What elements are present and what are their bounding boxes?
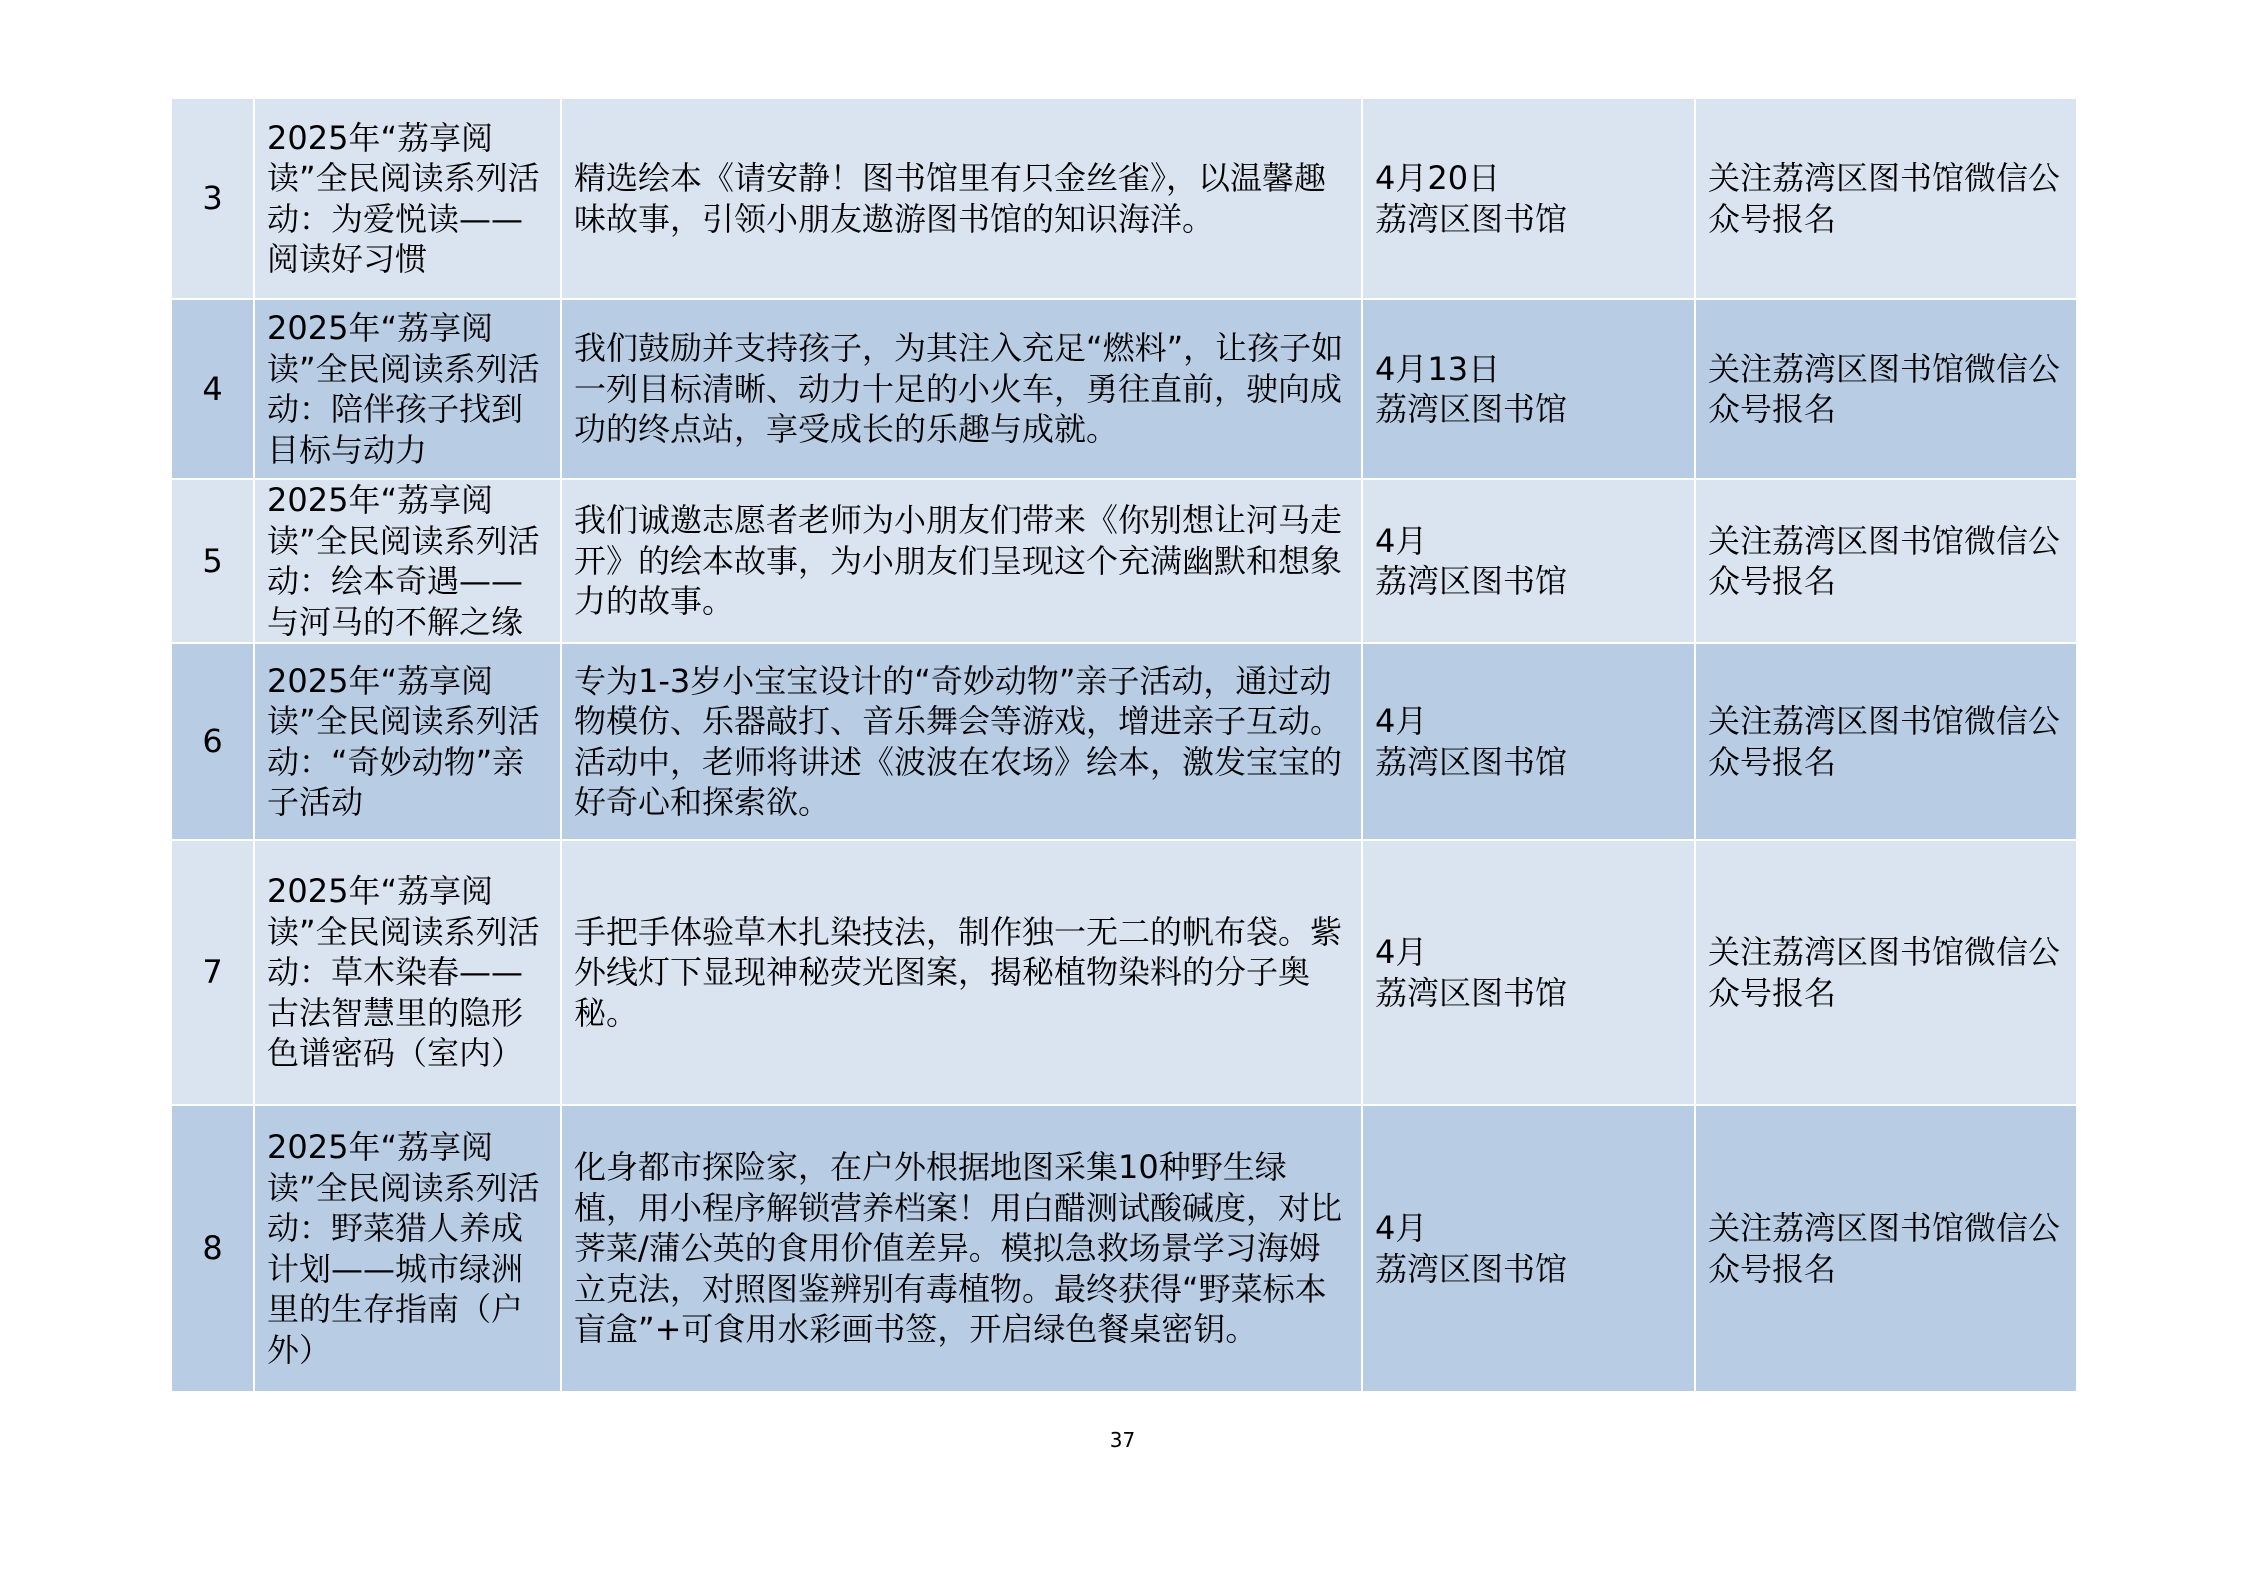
event-venue: 荔湾区图书馆	[1375, 562, 1568, 600]
event-date: 4月	[1375, 521, 1428, 560]
table-row	[171, 98, 2077, 299]
table-row	[171, 1105, 2077, 1392]
event-time-venue	[1362, 479, 1695, 643]
event-venue: 荔湾区图书馆	[1375, 1249, 1568, 1288]
event-content: 我们鼓励并支持孩子，为其注入充足“燃料”，让孩子如一列目标清晰、动力十足的小火车，勇往直前，驶向成功的终点站，享受成长的乐趣与成就。	[561, 299, 1362, 479]
table-row	[171, 840, 2077, 1105]
row-number: 6	[171, 643, 254, 840]
event-date: 4月20日	[1375, 159, 1501, 197]
event-venue: 荔湾区图书馆	[1375, 973, 1568, 1012]
row-number: 4	[171, 299, 254, 479]
row-number: 3	[171, 98, 254, 299]
event-content: 手把手体验草木扎染技法，制作独一无二的帆布袋。紫外线灯下显现神秘荧光图案，揭秘植物染料的分子奥秘。	[561, 840, 1362, 1105]
event-date: 4月	[1375, 702, 1428, 740]
event-signup: 关注荔湾区图书馆微信公众号报名	[1695, 98, 2077, 299]
row-number: 8	[171, 1105, 254, 1392]
event-signup: 关注荔湾区图书馆微信公众号报名	[1695, 479, 2077, 643]
event-date: 4月	[1375, 933, 1428, 971]
event-time-venue	[1362, 1105, 1695, 1392]
event-content: 精选绘本《请安静！图书馆里有只金丝雀》，以温馨趣味故事，引领小朋友遨游图书馆的知识海洋。	[561, 98, 1362, 299]
event-title: 2025年“荔享阅读”全民阅读系列活动：草木染春——古法智慧里的隐形色谱密码（室内）	[254, 840, 561, 1105]
event-date: 4月	[1375, 1209, 1428, 1247]
event-title: 2025年“荔享阅读”全民阅读系列活动：绘本奇遇——与河马的不解之缘	[254, 479, 561, 643]
table-row	[171, 299, 2077, 479]
event-title: 2025年“荔享阅读”全民阅读系列活动：陪伴孩子找到目标与动力	[254, 299, 561, 479]
event-content: 化身都市探险家，在户外根据地图采集10种野生绿植，用小程序解锁营养档案！用白醋测试酸碱度，对比荠菜/蒲公英的食用价值差异。模拟急救场景学习海姆立克法，对照图鉴辨别有毒植物。最终获得“野菜标本盲盒”+可食用水彩画书签，开启绿色餐桌密钥。	[561, 1105, 1362, 1392]
table-row	[171, 479, 2077, 643]
event-signup: 关注荔湾区图书馆微信公众号报名	[1695, 840, 2077, 1105]
event-title: 2025年“荔享阅读”全民阅读系列活动：“奇妙动物”亲子活动	[254, 643, 561, 840]
event-title: 2025年“荔享阅读”全民阅读系列活动：野菜猎人养成计划——城市绿洲里的生存指南（户外）	[254, 1105, 561, 1392]
row-number: 7	[171, 840, 254, 1105]
event-signup: 关注荔湾区图书馆微信公众号报名	[1695, 643, 2077, 840]
event-time-venue	[1362, 98, 1695, 299]
page-number: 37	[1109, 1428, 1136, 1452]
event-content: 我们诚邀志愿者老师为小朋友们带来《你别想让河马走开》的绘本故事，为小朋友们呈现这个充满幽默和想象力的故事。	[561, 479, 1362, 643]
event-signup: 关注荔湾区图书馆微信公众号报名	[1695, 1105, 2077, 1392]
event-time-venue	[1362, 299, 1695, 479]
event-venue: 荔湾区图书馆	[1375, 390, 1568, 428]
events-table	[170, 97, 2078, 1393]
row-number: 5	[171, 479, 254, 643]
event-content: 专为1-3岁小宝宝设计的“奇妙动物”亲子活动，通过动物模仿、乐器敲打、音乐舞会等游戏，增进亲子互动。活动中，老师将讲述《波波在农场》绘本，激发宝宝的好奇心和探索欲。	[561, 643, 1362, 840]
event-time-venue	[1362, 643, 1695, 840]
event-signup: 关注荔湾区图书馆微信公众号报名	[1695, 299, 2077, 479]
event-title: 2025年“荔享阅读”全民阅读系列活动：为爱悦读——阅读好习惯	[254, 98, 561, 299]
event-venue: 荔湾区图书馆	[1375, 199, 1568, 238]
table-row	[171, 643, 2077, 840]
event-time-venue	[1362, 840, 1695, 1105]
event-venue: 荔湾区图书馆	[1375, 742, 1568, 781]
event-date: 4月13日	[1375, 349, 1501, 388]
